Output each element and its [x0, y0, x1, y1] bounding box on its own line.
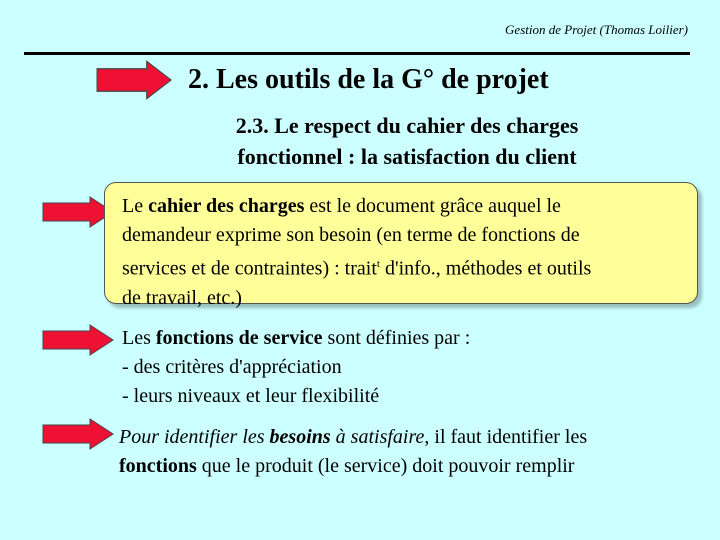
term-cahier-des-charges: cahier des charges — [148, 195, 305, 217]
paragraph-identifier-besoins — [119, 423, 587, 481]
list-item: - des critères d'appréciation — [122, 356, 342, 378]
term-fonctions: fonctions — [119, 455, 197, 477]
paragraph-line: Les fonctions de service sont définies par : — [122, 327, 471, 349]
header-divider — [24, 52, 690, 55]
paragraph-line: Pour identifier les besoins à satisfaire, il faut identifier les — [119, 426, 588, 448]
paragraph-fonctions-de-service — [122, 324, 470, 411]
paragraph-cahier-des-charges — [122, 192, 591, 313]
list-item: - leurs niveaux et leur flexibilité — [122, 385, 380, 407]
subtitle-line-2: fonctionnel : la satisfaction du client — [237, 144, 577, 169]
paragraph-line: demandeur exprime son besoin (en terme de fonctions de — [122, 224, 580, 246]
red-arrow-icon — [96, 60, 172, 100]
paragraph-line: services et de contraintes) : trait$^t$ d'info., méthodes et outils — [122, 257, 592, 280]
red-arrow-icon — [42, 324, 114, 356]
slide-title: 2. Les outils de la G° de projet — [188, 64, 549, 95]
term-besoins: besoins — [269, 426, 331, 448]
subtitle-line-1: 2.3. Le respect du cahier des charges — [235, 113, 579, 138]
term-fonctions-de-service: fonctions de service — [155, 327, 323, 349]
paragraph-line: de travail, etc.) — [122, 286, 242, 309]
paragraph-line: Le cahier des charges est le document grâce auquel le — [122, 195, 561, 217]
red-arrow-icon — [42, 418, 114, 450]
paragraph-line: fonctions que le produit (le service) doit pouvoir remplir — [119, 455, 575, 477]
header-title: Gestion de Projet (Thomas Loilier) — [505, 22, 688, 37]
slide-subtitle — [172, 110, 642, 172]
